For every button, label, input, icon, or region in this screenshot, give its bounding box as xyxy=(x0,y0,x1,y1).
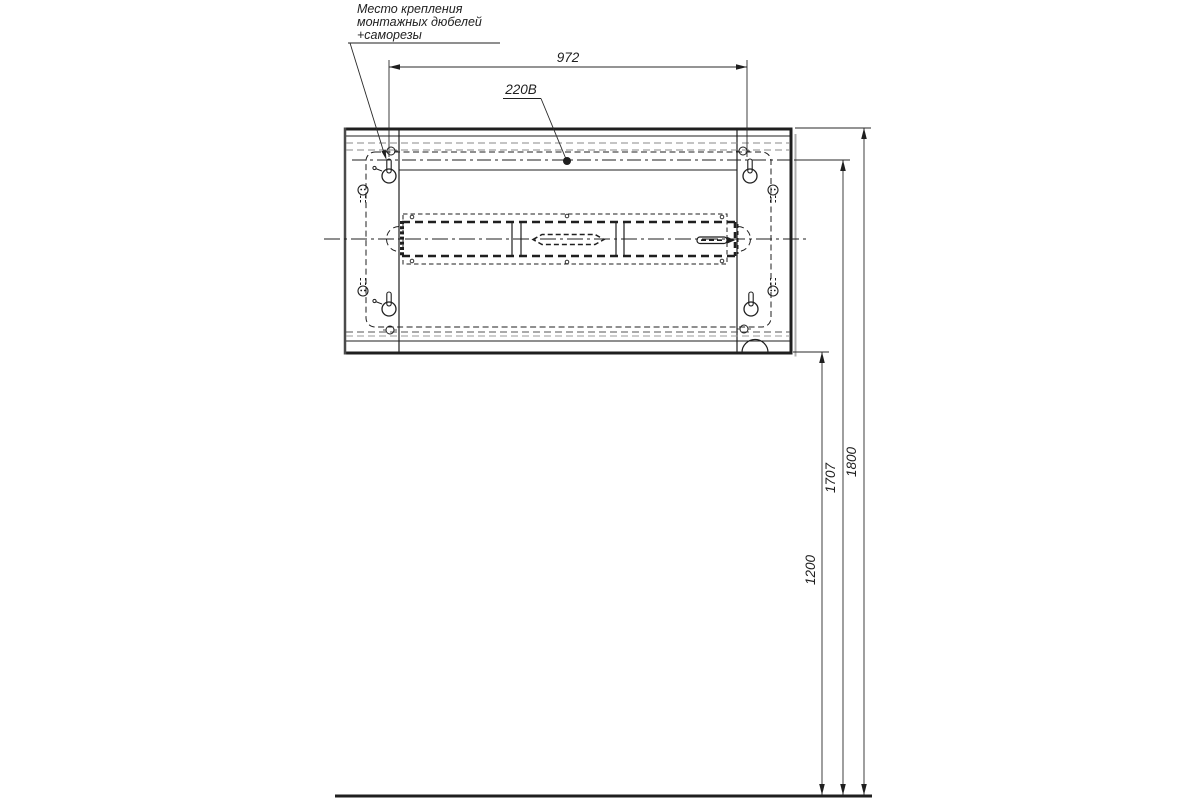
dimension-972 xyxy=(389,50,747,157)
vertical-dimension-labels xyxy=(803,446,859,585)
dim-label-972: 972 xyxy=(556,50,580,65)
annotation-leader-arrow xyxy=(381,150,386,160)
power-label: 220В xyxy=(505,82,537,97)
power-connection-dot xyxy=(563,157,571,165)
arrow-1200-top xyxy=(819,352,825,363)
annotation-line-3: +саморезы xyxy=(357,28,422,42)
side-brackets xyxy=(358,185,778,296)
fastener-top-right xyxy=(736,147,750,155)
bracket-right-top xyxy=(768,185,778,203)
annotation-line-1: Место крепления xyxy=(357,2,463,16)
screw-mark-2 xyxy=(565,214,569,218)
dim-label-1707: 1707 xyxy=(823,462,838,494)
mounting-keyhole-bottom-right xyxy=(744,292,758,316)
fastener-symbols xyxy=(383,147,751,334)
mounting-keyhole-top-left xyxy=(373,159,396,183)
arrow-1800-top xyxy=(861,128,867,139)
dim-label-1800: 1800 xyxy=(844,446,859,478)
screw-mark-6 xyxy=(720,259,724,263)
screw-mark-4 xyxy=(410,259,414,263)
arrow-972-left xyxy=(389,64,400,70)
screw-mark-3 xyxy=(720,215,724,219)
screw-mark-5 xyxy=(565,260,569,264)
arrow-1800-bottom xyxy=(861,784,867,795)
power-callout xyxy=(503,82,571,165)
annotation-line-2: монтажных дюбелей xyxy=(357,15,482,29)
fastener-top-left xyxy=(384,147,398,155)
arrow-1707-top xyxy=(840,160,846,171)
arrow-1707-bottom xyxy=(840,784,846,795)
mounting-keyhole-top-right xyxy=(743,159,757,183)
screw-mark-1 xyxy=(410,215,414,219)
arrow-972-right xyxy=(736,64,747,70)
dim-label-1200: 1200 xyxy=(803,554,818,586)
arrow-1200-bottom xyxy=(819,784,825,795)
annotation-leader-line xyxy=(350,43,385,156)
vertical-dimensions xyxy=(793,128,871,795)
bracket-right-bottom xyxy=(768,278,778,296)
mounting-keyhole-bottom-left xyxy=(373,292,396,316)
